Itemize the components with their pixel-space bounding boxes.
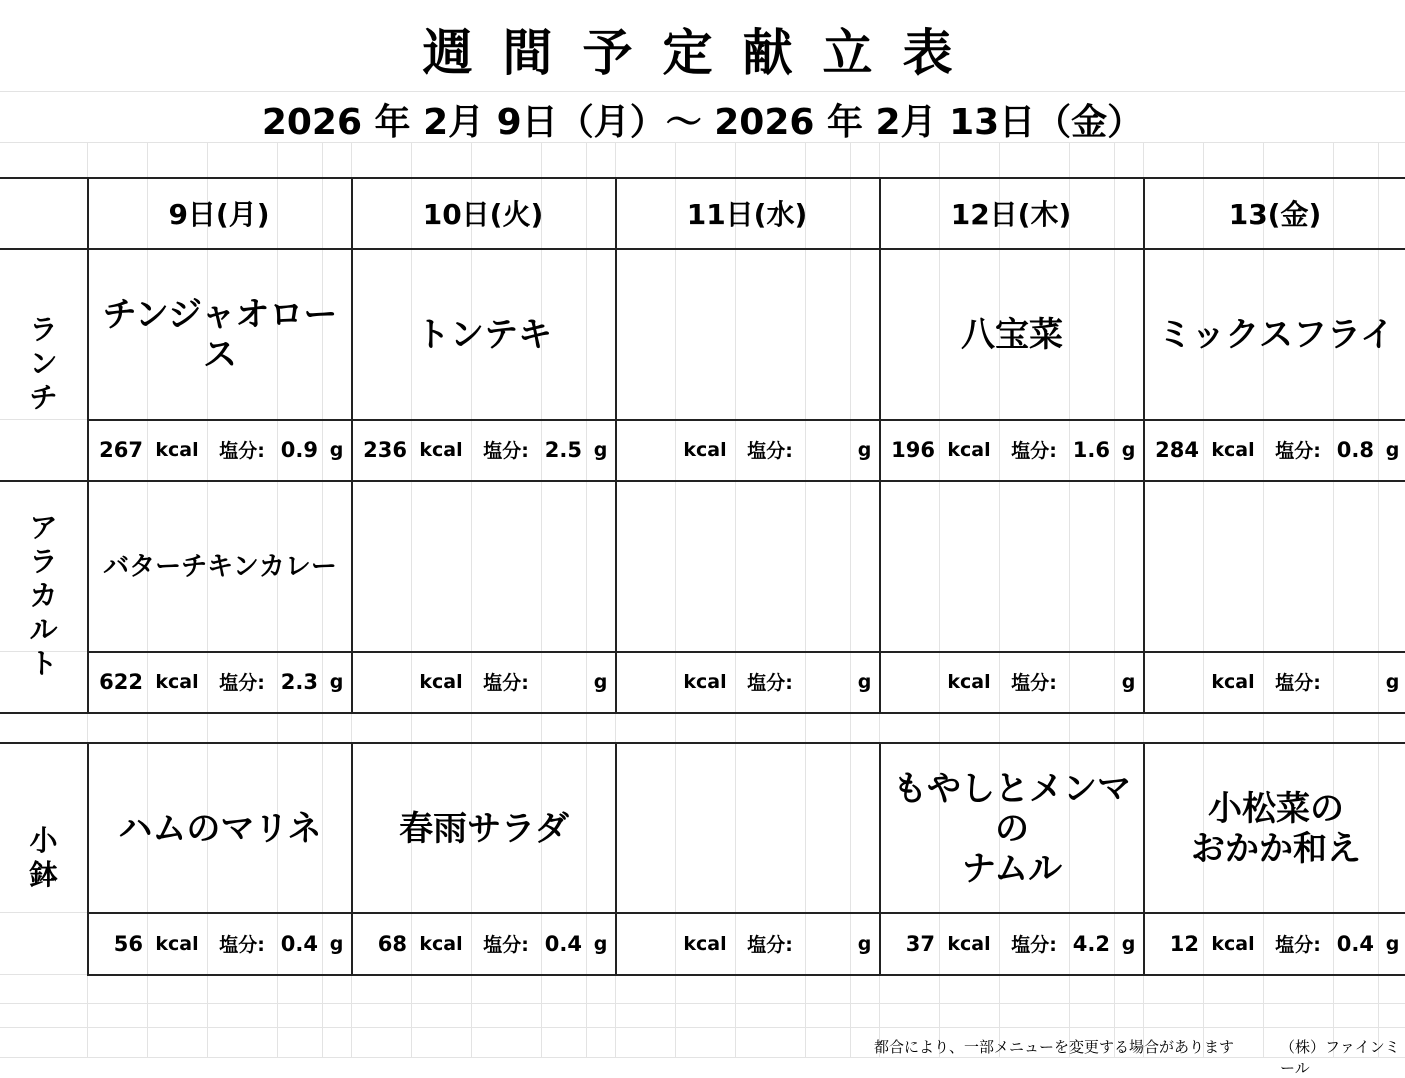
kcal-unit: kcal	[1211, 438, 1255, 461]
salt-value	[1333, 651, 1378, 712]
salt-label: 塩分:	[1011, 672, 1057, 694]
gram-unit: g	[857, 932, 872, 955]
gram-unit: g	[593, 670, 608, 693]
footer-company: （株）ファインミール	[1280, 1038, 1400, 1077]
kcal-unit: kcal	[683, 670, 727, 693]
dish-name	[353, 482, 615, 651]
kcal-value: 37	[905, 931, 935, 956]
table-border-h	[0, 712, 1405, 714]
gram-unit: g	[857, 438, 872, 461]
salt-value: 0.4	[280, 931, 318, 956]
dish-name: トンテキ	[416, 314, 552, 355]
kcal-unit: kcal	[155, 932, 199, 955]
day-header: 12日(木)	[950, 198, 1072, 231]
dish-name: ハムのマリネ	[118, 808, 322, 849]
row-label-char: 鉢	[29, 858, 58, 891]
kcal-unit: kcal	[155, 438, 199, 461]
day-header: 11日(水)	[686, 198, 808, 231]
kcal-value	[881, 651, 939, 712]
gram-unit: g	[593, 438, 608, 461]
dish-name: 小松菜の おかか和え	[1191, 788, 1361, 869]
kcal-value	[617, 651, 675, 712]
kcal-unit: kcal	[1211, 670, 1255, 693]
salt-value	[805, 651, 850, 712]
kcal-value	[617, 913, 675, 974]
dish-name: 八宝菜	[961, 314, 1063, 355]
kcal-value: 284	[1155, 437, 1199, 462]
kcal-value	[617, 419, 675, 480]
table-border-h	[87, 974, 1405, 976]
kcal-value: 12	[1169, 931, 1199, 956]
gram-unit: g	[593, 932, 608, 955]
kcal-value: 196	[891, 437, 935, 462]
dish-name	[617, 250, 879, 419]
dish-name	[881, 482, 1143, 651]
salt-value: 0.4	[544, 931, 582, 956]
footer-note: 都合により、一部メニューを変更する場合があります	[874, 1038, 1235, 1056]
salt-label: 塩分:	[747, 440, 793, 462]
day-header: 10日(火)	[422, 198, 544, 231]
kcal-value: 267	[99, 437, 143, 462]
dish-name: 春雨サラダ	[399, 808, 569, 849]
row-label-char: チ	[29, 381, 58, 414]
dish-name: もやしとメンマの ナムル	[893, 768, 1131, 889]
dish-name	[1145, 482, 1405, 651]
kcal-unit: kcal	[1211, 932, 1255, 955]
salt-value	[805, 913, 850, 974]
salt-label: 塩分:	[1275, 440, 1321, 462]
kcal-unit: kcal	[947, 438, 991, 461]
salt-value: 1.6	[1072, 437, 1110, 462]
gram-unit: g	[1385, 932, 1400, 955]
gram-unit: g	[1385, 670, 1400, 693]
salt-value	[541, 651, 586, 712]
salt-label: 塩分:	[747, 934, 793, 956]
salt-label: 塩分:	[1011, 934, 1057, 956]
salt-value: 4.2	[1072, 931, 1110, 956]
dish-name	[617, 482, 879, 651]
kcal-value: 236	[363, 437, 407, 462]
grid-line-h	[0, 91, 1405, 92]
kcal-unit: kcal	[947, 932, 991, 955]
salt-label: 塩分:	[747, 672, 793, 694]
row-label-char: 小	[29, 824, 58, 857]
day-header: 13(金)	[1228, 198, 1322, 231]
salt-value	[1069, 651, 1114, 712]
kcal-unit: kcal	[419, 932, 463, 955]
gram-unit: g	[1121, 932, 1136, 955]
salt-label: 塩分:	[219, 934, 265, 956]
salt-label: 塩分:	[483, 934, 529, 956]
grid-line-h	[0, 1027, 1405, 1028]
kcal-unit: kcal	[419, 670, 463, 693]
kcal-value: 622	[99, 669, 143, 694]
salt-label: 塩分:	[219, 672, 265, 694]
grid-line-h	[0, 142, 1405, 143]
dish-name: ミックスフライ	[1158, 314, 1394, 355]
gram-unit: g	[1121, 670, 1136, 693]
kcal-value: 68	[377, 931, 407, 956]
day-header: 9日(月)	[168, 198, 270, 231]
salt-value: 0.8	[1336, 437, 1374, 462]
row-label-char: ル	[29, 613, 58, 646]
kcal-value: 56	[113, 931, 143, 956]
kcal-unit: kcal	[155, 670, 199, 693]
kcal-unit: kcal	[419, 438, 463, 461]
dish-name: バターチキンカレー	[103, 551, 337, 582]
kcal-unit: kcal	[947, 670, 991, 693]
row-label-char: カ	[29, 579, 58, 612]
salt-value: 0.9	[280, 437, 318, 462]
salt-value	[805, 419, 850, 480]
salt-label: 塩分:	[1011, 440, 1057, 462]
page-title: 週間予定献立表	[422, 24, 983, 82]
salt-label: 塩分:	[483, 440, 529, 462]
salt-value: 2.5	[544, 437, 582, 462]
dish-name	[617, 744, 879, 913]
salt-label: 塩分:	[1275, 934, 1321, 956]
kcal-value	[1145, 651, 1203, 712]
gram-unit: g	[1385, 438, 1400, 461]
kcal-value	[353, 651, 411, 712]
row-label-char: ト	[29, 647, 58, 680]
row-label	[0, 742, 87, 974]
grid-line-h	[0, 1057, 1405, 1058]
gram-unit: g	[329, 438, 344, 461]
salt-value: 0.4	[1336, 931, 1374, 956]
row-label	[0, 248, 87, 480]
kcal-unit: kcal	[683, 932, 727, 955]
gram-unit: g	[329, 932, 344, 955]
row-label-char: ン	[29, 347, 58, 380]
kcal-unit: kcal	[683, 438, 727, 461]
salt-label: 塩分:	[483, 672, 529, 694]
row-label-char: ラ	[29, 313, 58, 346]
row-label-char: ラ	[29, 545, 58, 578]
row-label	[0, 480, 87, 712]
gram-unit: g	[1121, 438, 1136, 461]
salt-value: 2.3	[280, 669, 318, 694]
date-range: 2026 年 2月 9日（月）～ 2026 年 2月 13日（金）	[261, 101, 1144, 143]
row-label-char: ア	[29, 511, 58, 544]
salt-label: 塩分:	[1275, 672, 1321, 694]
grid-line-h	[0, 1003, 1405, 1004]
dish-name: チンジャオロース	[102, 294, 338, 375]
salt-label: 塩分:	[219, 440, 265, 462]
gram-unit: g	[329, 670, 344, 693]
gram-unit: g	[857, 670, 872, 693]
